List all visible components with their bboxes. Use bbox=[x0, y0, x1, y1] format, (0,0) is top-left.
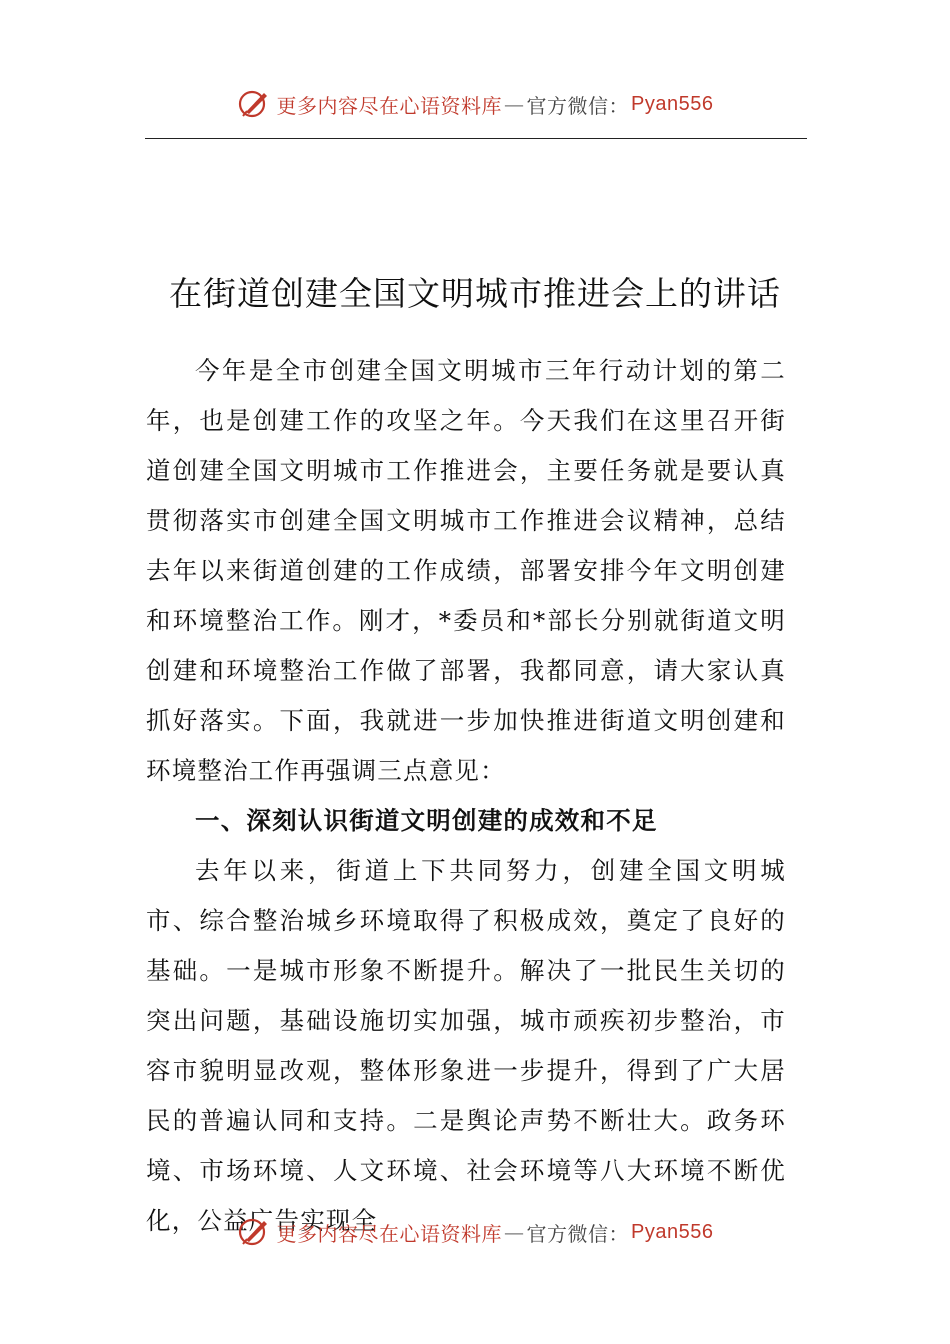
watermark-text: 更多内容尽在心语资料库 bbox=[276, 1221, 503, 1246]
quill-logo-icon bbox=[237, 87, 271, 121]
footer-watermark bbox=[0, 1212, 950, 1252]
watermark-label: 官方微信： bbox=[526, 93, 630, 118]
watermark-id: Pyan556 bbox=[631, 92, 714, 115]
section-heading-1: 一、深刻认识街道文明创建的成效和不足 bbox=[195, 806, 658, 835]
paragraph-section-1: 去年以来，街道上下共同努力，创建全国文明城市、综合整治城乡环境取得了积极成效，奠定了良好的基础。一是城市形象不断提升。解决了一批民生关切的突出问题，基础设施切实加强，城市顽疾初步整治，市容市貌明显改观，整体形象进一步提升，得到了广大居民的普遍认同和支持。二是舆论声势不断壮大。政务环境、市场环境、人文环境、社会环境等八大环境不断优化，公益广告实现全 bbox=[146, 856, 786, 1235]
watermark-id: Pyan556 bbox=[631, 1220, 714, 1243]
watermark-label: 官方微信： bbox=[526, 1221, 630, 1246]
paragraph-intro: 今年是全市创建全国文明城市三年行动计划的第二年，也是创建工作的攻坚之年。今天我们在这里召开街道创建全国文明城市工作推进会，主要任务就是要认真贯彻落实市创建全国文明城市工作推进会议精神，总结去年以来街道创建的工作成绩，部署安排今年文明创建和环境整治工作。刚才，*委员和*部长分别就街道文明创建和环境整治工作做了部署，我都同意，请大家认真抓好落实。下面，我就进一步加快推进街道文明创建和环境整治工作再强调三点意见： bbox=[146, 356, 786, 785]
header-divider bbox=[145, 138, 807, 139]
document-title: 在街道创建全国文明城市推进会上的讲话 bbox=[169, 274, 781, 314]
header-watermark bbox=[0, 84, 950, 124]
quill-logo-icon bbox=[237, 1215, 271, 1249]
watermark-text: 更多内容尽在心语资料库 bbox=[276, 93, 503, 118]
watermark-separator: — bbox=[504, 1220, 525, 1244]
watermark-separator: — bbox=[504, 92, 525, 116]
document-body bbox=[146, 346, 786, 1246]
